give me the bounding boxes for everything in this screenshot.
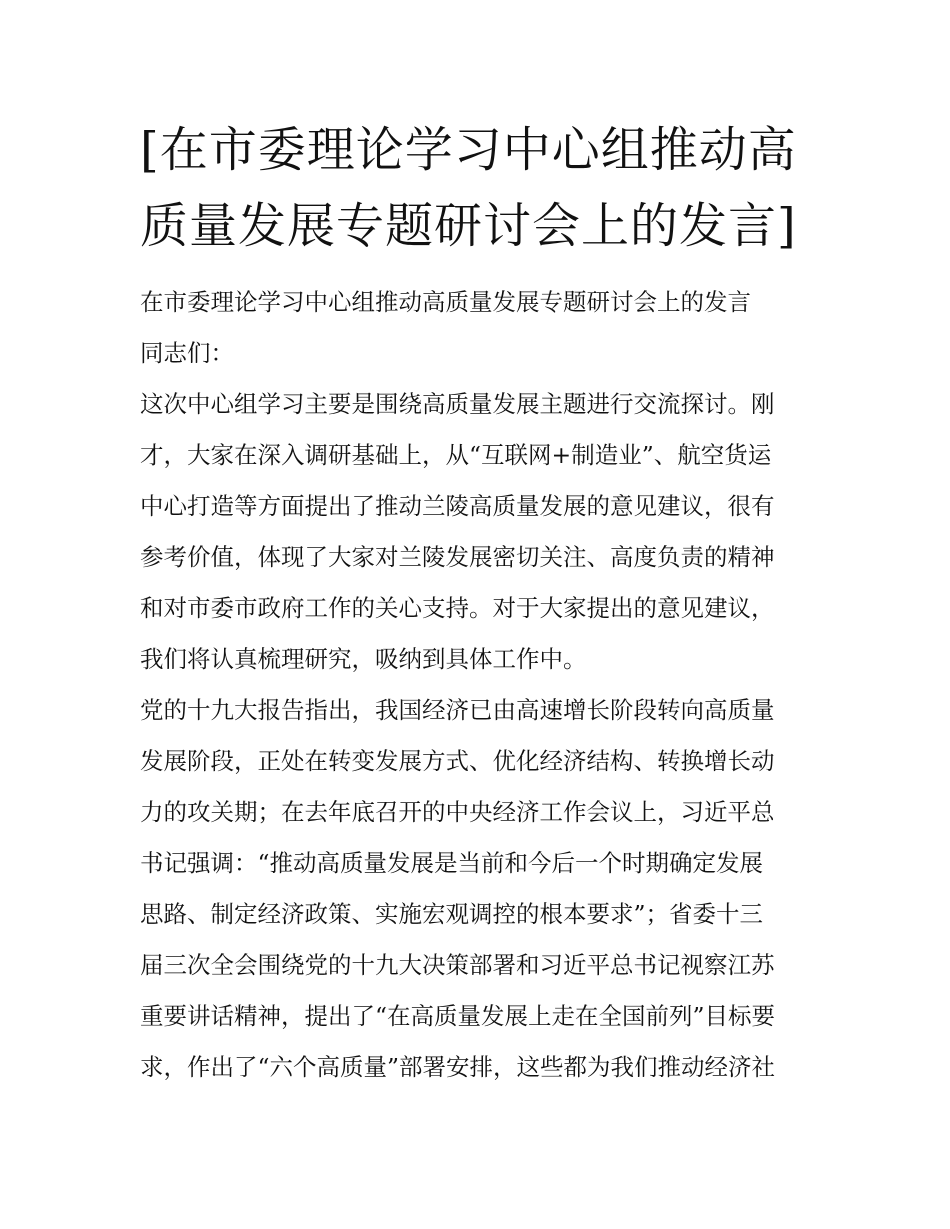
body-line: 思路、制定经济政策、实施宏观调控的根本要求”；省委十三 — [140, 900, 764, 928]
body-line: 这次中心组学习主要是围绕高质量发展主题进行交流探讨。刚 — [140, 390, 775, 418]
body-line: 参考价值，体现了大家对兰陵发展密切关注、高度负责的精神 — [140, 543, 775, 571]
body-line: 同志们： — [140, 339, 234, 367]
document-title — [140, 112, 830, 264]
body-line: 书记强调：“推动高质量发展是当前和今后一个时期确定发展 — [140, 849, 764, 877]
body-line: 我们将认真梳理研究，吸纳到具体工作中。 — [140, 645, 587, 673]
body-line: 力的攻关期；在去年底召开的中央经济工作会议上，习近平总 — [140, 798, 775, 826]
body-line: 届三次全会围绕党的十九大决策部署和习近平总书记视察江苏 — [140, 951, 775, 979]
document-body — [140, 277, 830, 1093]
body-line: 在市委理论学习中心组推动高质量发展专题研讨会上的发言 — [140, 288, 751, 316]
body-line: 才，大家在深入调研基础上，从“互联网+制造业”、航空货运 — [140, 441, 772, 469]
body-line: 发展阶段，正处在转变发展方式、优化经济结构、转换增长动 — [140, 747, 775, 775]
body-line: 党的十九大报告指出，我国经济已由高速增长阶段转向高质量 — [140, 696, 775, 724]
body-line: 和对市委市政府工作的关心支持。对于大家提出的意见建议， — [140, 594, 775, 622]
body-line: 求，作出了“六个高质量”部署安排，这些都为我们推动经济社 — [140, 1053, 776, 1081]
body-line: 重要讲话精神，提出了“在高质量发展上走在全国前列”目标要 — [140, 1002, 776, 1030]
title-line: 质量发展专题研讨会上的发言] — [140, 198, 797, 254]
title-line: [在市委理论学习中心组推动高 — [140, 122, 797, 178]
body-line: 中心打造等方面提出了推动兰陵高质量发展的意见建议，很有 — [140, 492, 775, 520]
